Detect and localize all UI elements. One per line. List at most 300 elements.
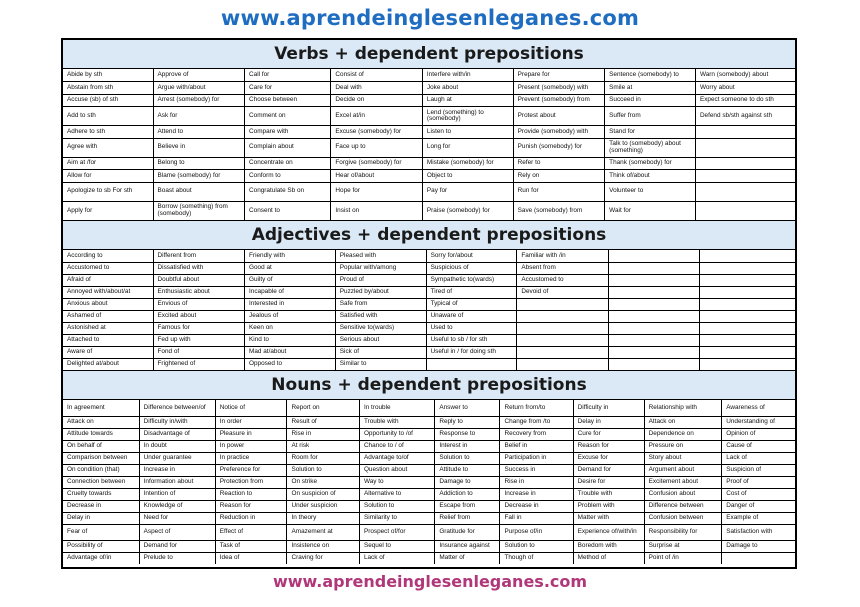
table-cell: Different from [153, 250, 245, 262]
table-cell: Sick of [335, 346, 426, 358]
table-cell: Anxious about [63, 298, 153, 310]
table-cell: Unaware of [426, 310, 517, 322]
table-cell: Arrest (somebody) for [153, 94, 245, 107]
table-cell: Solution to [435, 452, 500, 464]
table-cell: Preference for [215, 464, 287, 476]
table-cell [517, 298, 609, 310]
table-cell [699, 274, 795, 286]
table-cell: Abstain from sth [63, 82, 153, 95]
table-cell: Friendly with [245, 250, 336, 262]
table-cell: Defend sb/sth against sth [695, 107, 795, 126]
table-cell: Mistake (somebody) for [422, 157, 513, 170]
table-cell: Safe from [335, 298, 426, 310]
table-cell: Absent from [517, 262, 609, 274]
table-cell: In trouble [359, 400, 434, 416]
table-row [63, 250, 795, 262]
table-cell: Puzzled by/about [335, 286, 426, 298]
table-cell: Excitement about [644, 476, 722, 488]
table-cell: Opinion of [722, 428, 795, 440]
table-cell: Belief in [500, 440, 573, 452]
table-cell: Solution to [287, 464, 359, 476]
table-cell: Praise (somebody) for [422, 201, 513, 220]
verbs-section [63, 40, 795, 221]
table-cell: Intention of [139, 488, 215, 500]
table-cell: Attitude towards [63, 428, 139, 440]
table-row [63, 512, 795, 524]
table-cell: Task of [215, 540, 287, 552]
table-cell: Awareness of [722, 400, 795, 416]
table-cell [695, 138, 795, 157]
table-cell: On suspicion of [287, 488, 359, 500]
table-cell: Famous for [153, 322, 245, 334]
table-cell: Problem with [573, 500, 644, 512]
table-cell: Listen to [422, 126, 513, 139]
table-cell: Belong to [153, 157, 245, 170]
table-row [63, 476, 795, 488]
table-cell: Guilty of [245, 274, 336, 286]
table-cell: Possibility of [63, 540, 139, 552]
table-cell: Advantage of/in [63, 552, 139, 564]
table-row [63, 298, 795, 310]
table-cell: In doubt [139, 440, 215, 452]
table-cell: Participation in [500, 452, 573, 464]
table-cell: Damage to [722, 540, 795, 552]
table-cell: Typical of [426, 298, 517, 310]
table-cell [699, 346, 795, 358]
table-cell: Example of [722, 512, 795, 524]
table-cell: Prelude to [139, 552, 215, 564]
table-cell: Forgive (somebody) for [331, 157, 423, 170]
table-cell: Comparison between [63, 452, 139, 464]
prepositions-sheet [61, 38, 797, 569]
table-cell: Concentrate on [245, 157, 331, 170]
table-cell: Attend to [153, 126, 245, 139]
table-row [63, 157, 795, 170]
table-cell: Ashamed of [63, 310, 153, 322]
table-cell: Interest in [435, 440, 500, 452]
table-row [63, 346, 795, 358]
table-cell: Prepare for [513, 69, 605, 82]
table-row [63, 262, 795, 274]
table-row [63, 274, 795, 286]
table-row [63, 440, 795, 452]
table-cell: Escape from [435, 500, 500, 512]
table-row [63, 500, 795, 512]
table-cell: Aware of [63, 346, 153, 358]
table-cell: Point of /in [644, 552, 722, 564]
table-cell: Disadvantage of [139, 428, 215, 440]
table-cell [608, 334, 699, 346]
table-cell [608, 250, 699, 262]
table-cell: Report on [287, 400, 359, 416]
table-cell: Astonished at [63, 322, 153, 334]
table-cell: Lend (something) to (somebody) [422, 107, 513, 126]
table-cell: Addiction to [435, 488, 500, 500]
table-cell [699, 310, 795, 322]
table-cell: Satisfaction with [722, 524, 795, 540]
table-cell: Laugh at [422, 94, 513, 107]
table-cell [695, 157, 795, 170]
table-cell: Though of [500, 552, 573, 564]
table-cell: Protection from [215, 476, 287, 488]
table-row [63, 310, 795, 322]
table-cell: Recovery from [500, 428, 573, 440]
table-cell: Increase in [139, 464, 215, 476]
table-cell: Trouble with [359, 416, 434, 428]
table-cell: Allow for [63, 170, 153, 183]
table-cell: Excuse (somebody) for [331, 126, 423, 139]
table-cell: Succeed in [605, 94, 696, 107]
table-cell: Notice of [215, 400, 287, 416]
table-cell: On behalf of [63, 440, 139, 452]
table-cell: Matter of [435, 552, 500, 564]
table-cell: Choose between [245, 94, 331, 107]
table-cell: Protest about [513, 107, 605, 126]
table-cell: Good at [245, 262, 336, 274]
table-cell: In theory [287, 512, 359, 524]
table-cell: Reaction to [215, 488, 287, 500]
table-cell: Reply to [435, 416, 500, 428]
table-cell: Proud of [335, 274, 426, 286]
table-cell [426, 358, 517, 370]
table-cell: Method of [573, 552, 644, 564]
table-cell: Opposed to [245, 358, 336, 370]
table-cell: Rise in [500, 476, 573, 488]
table-cell: Serious about [335, 334, 426, 346]
table-cell: Comment on [245, 107, 331, 126]
table-cell: Idea of [215, 552, 287, 564]
table-row [63, 334, 795, 346]
table-cell: Way to [359, 476, 434, 488]
table-cell: Face up to [331, 138, 423, 157]
table-cell: Danger of [722, 500, 795, 512]
table-cell: Response to [435, 428, 500, 440]
table-cell: Call for [245, 69, 331, 82]
table-cell: Pressure on [644, 440, 722, 452]
table-cell: Return from/to [500, 400, 573, 416]
table-cell: Dissatisfied with [153, 262, 245, 274]
table-cell [699, 334, 795, 346]
table-cell [517, 346, 609, 358]
table-cell: Understanding of [722, 416, 795, 428]
table-cell: Room for [287, 452, 359, 464]
table-cell [695, 170, 795, 183]
table-cell: Pay for [422, 182, 513, 201]
table-cell [699, 250, 795, 262]
table-cell: Relationship with [644, 400, 722, 416]
table-row [63, 416, 795, 428]
table-row [63, 138, 795, 157]
table-cell: Consist of [331, 69, 423, 82]
table-cell [608, 274, 699, 286]
table-cell: Familiar with /in [517, 250, 609, 262]
table-cell: Used to [426, 322, 517, 334]
table-row [63, 69, 795, 82]
table-cell: Hear of/about [331, 170, 423, 183]
table-cell: Kind to [245, 334, 336, 346]
table-cell: Blame (somebody) for [153, 170, 245, 183]
table-cell: Run for [513, 182, 605, 201]
table-cell: Delighted at/about [63, 358, 153, 370]
table-cell: Sympathetic to(wards) [426, 274, 517, 286]
table-cell: Relief from [435, 512, 500, 524]
table-cell: In power [215, 440, 287, 452]
table-cell [699, 286, 795, 298]
table-cell: Accustomed to [517, 274, 609, 286]
table-cell: Proof of [722, 476, 795, 488]
table-cell [517, 334, 609, 346]
table-cell: Argument about [644, 464, 722, 476]
table-cell: Excuse for [573, 452, 644, 464]
table-cell: Change from /to [500, 416, 573, 428]
table-cell: Surprise at [644, 540, 722, 552]
table-cell: Joke about [422, 82, 513, 95]
table-cell [517, 358, 609, 370]
table-row [63, 540, 795, 552]
table-cell: Delay in [63, 512, 139, 524]
table-cell: Cruelty towards [63, 488, 139, 500]
table-cell: Reason for [573, 440, 644, 452]
table-cell: Decrease in [63, 500, 139, 512]
table-cell: Information about [139, 476, 215, 488]
table-cell: Rise in [287, 428, 359, 440]
table-cell: Insistence on [287, 540, 359, 552]
table-cell: Borrow (something) from (somebody) [153, 201, 245, 220]
table-cell: On strike [287, 476, 359, 488]
table-cell: Story about [644, 452, 722, 464]
table-cell: Cost of [722, 488, 795, 500]
table-cell: Increase in [500, 488, 573, 500]
table-cell [695, 182, 795, 201]
table-cell: Complain about [245, 138, 331, 157]
table-cell: In practice [215, 452, 287, 464]
table-cell: Talk to (somebody) about (something) [605, 138, 696, 157]
table-cell: Success in [500, 464, 573, 476]
table-cell: Excel at/in [331, 107, 423, 126]
table-cell: In agreement [63, 400, 139, 416]
table-cell: Annoyed with/about/at [63, 286, 153, 298]
table-cell: Decrease in [500, 500, 573, 512]
table-row [63, 182, 795, 201]
table-cell: Difficulty in/with [139, 416, 215, 428]
table-cell: Sensitive to(wards) [335, 322, 426, 334]
table-cell: On condition (that) [63, 464, 139, 476]
table-cell: Add to sth [63, 107, 153, 126]
table-row [63, 524, 795, 540]
table-cell: Solution to [359, 500, 434, 512]
table-cell: Prospect of/for [359, 524, 434, 540]
verbs-section-title: Verbs + dependent prepositions [63, 40, 795, 69]
table-cell [722, 552, 795, 564]
table-cell: Dependence on [644, 428, 722, 440]
table-cell: Consent to [245, 201, 331, 220]
table-cell [608, 298, 699, 310]
table-cell: Attack on [644, 416, 722, 428]
table-cell: Under guarantee [139, 452, 215, 464]
table-cell: Satisfied with [335, 310, 426, 322]
table-cell: Compare with [245, 126, 331, 139]
table-cell: Reason for [215, 500, 287, 512]
table-cell: Interfere with/in [422, 69, 513, 82]
table-cell [608, 322, 699, 334]
table-cell: Advantage to/of [359, 452, 434, 464]
table-cell [699, 322, 795, 334]
table-cell: Doubtful about [153, 274, 245, 286]
table-cell: Lack of [359, 552, 434, 564]
table-cell [695, 201, 795, 220]
table-cell: Desire for [573, 476, 644, 488]
table-row [63, 322, 795, 334]
table-cell: Keen on [245, 322, 336, 334]
table-cell: Attack on [63, 416, 139, 428]
table-row [63, 428, 795, 440]
table-cell: Accustomed to [63, 262, 153, 274]
table-cell: Useful in / for doing sth [426, 346, 517, 358]
table-cell: Confusion between [644, 512, 722, 524]
table-cell: Gratitude for [435, 524, 500, 540]
table-cell: Stand for [605, 126, 696, 139]
table-cell: Smile at [605, 82, 696, 95]
table-cell: Argue with/about [153, 82, 245, 95]
table-cell [699, 358, 795, 370]
table-cell: Decide on [331, 94, 423, 107]
table-cell [517, 322, 609, 334]
table-cell: Attitude to [435, 464, 500, 476]
table-cell [699, 298, 795, 310]
table-row [63, 400, 795, 416]
table-cell: Adhere to sth [63, 126, 153, 139]
table-cell: Amazement at [287, 524, 359, 540]
table-cell: Demand for [139, 540, 215, 552]
table-cell: Prevent (somebody) from [513, 94, 605, 107]
table-row [63, 358, 795, 370]
table-cell: Attached to [63, 334, 153, 346]
table-cell: Believe in [153, 138, 245, 157]
table-cell: Volunteer to [605, 182, 696, 201]
table-cell: Suspicious of [426, 262, 517, 274]
table-cell: Apply for [63, 201, 153, 220]
table-cell: Rely on [513, 170, 605, 183]
table-cell [517, 310, 609, 322]
table-cell: At risk [287, 440, 359, 452]
table-cell: Fond of [153, 346, 245, 358]
table-cell: Matter with [573, 512, 644, 524]
table-cell: Refer to [513, 157, 605, 170]
table-cell [608, 346, 699, 358]
table-cell: Fall in [500, 512, 573, 524]
table-cell: Solution to [500, 540, 573, 552]
footer-website-url: www.aprendeinglesenleganes.com [272, 572, 588, 591]
table-cell: Pleased with [335, 250, 426, 262]
table-cell: Need for [139, 512, 215, 524]
table-cell: Frightened of [153, 358, 245, 370]
table-cell: Sequel to [359, 540, 434, 552]
table-cell: Thank (somebody) for [605, 157, 696, 170]
table-cell [608, 310, 699, 322]
table-cell: Tired of [426, 286, 517, 298]
table-cell: Long for [422, 138, 513, 157]
table-cell: Apologize to sb For sth [63, 182, 153, 201]
table-row [63, 170, 795, 183]
table-cell: Congratulate Sb on [245, 182, 331, 201]
table-cell: Jealous of [245, 310, 336, 322]
table-row [63, 286, 795, 298]
table-cell: Cause of [722, 440, 795, 452]
table-cell: Aspect of [139, 524, 215, 540]
table-cell: Difficulty in [573, 400, 644, 416]
table-cell: Boast about [153, 182, 245, 201]
table-cell: Knowledge of [139, 500, 215, 512]
table-cell: Question about [359, 464, 434, 476]
table-row [63, 82, 795, 95]
table-cell: Useful to sb / for sth [426, 334, 517, 346]
table-row [63, 94, 795, 107]
table-cell: Similar to [335, 358, 426, 370]
table-cell: Worry about [695, 82, 795, 95]
table-row [63, 464, 795, 476]
table-cell: Suffer from [605, 107, 696, 126]
table-cell: Boredom with [573, 540, 644, 552]
table-cell: Chance to / of [359, 440, 434, 452]
table-cell: In order [215, 416, 287, 428]
table-row [63, 107, 795, 126]
table-cell: Accuse (sb) of sth [63, 94, 153, 107]
table-cell: Care for [245, 82, 331, 95]
nouns-section-title: Nouns + dependent prepositions [63, 371, 795, 400]
table-row [63, 126, 795, 139]
table-cell: Difference between [644, 500, 722, 512]
table-cell [608, 262, 699, 274]
header-website-url: www.aprendeinglesenleganes.com [220, 6, 640, 30]
nouns-table [63, 400, 795, 564]
table-cell: Excited about [153, 310, 245, 322]
table-cell: Demand for [573, 464, 644, 476]
table-cell: Lack of [722, 452, 795, 464]
table-cell: Responsibility for [644, 524, 722, 540]
table-cell: Provide (somebody) with [513, 126, 605, 139]
table-cell: Aim at /for [63, 157, 153, 170]
table-cell: Envious of [153, 298, 245, 310]
table-cell: Punish (somebody) for [513, 138, 605, 157]
table-cell: Fed up with [153, 334, 245, 346]
table-cell: Warn (somebody) about [695, 69, 795, 82]
table-cell: Under suspicion [287, 500, 359, 512]
table-cell: Reduction in [215, 512, 287, 524]
table-cell: Afraid of [63, 274, 153, 286]
table-row [63, 452, 795, 464]
table-cell: Present (somebody) with [513, 82, 605, 95]
table-cell: Think of/about [605, 170, 696, 183]
table-cell: Fear of [63, 524, 139, 540]
table-cell [608, 358, 699, 370]
verbs-table [63, 69, 795, 220]
table-cell: Answer to [435, 400, 500, 416]
adjectives-section [63, 221, 795, 371]
table-cell: Agree with [63, 138, 153, 157]
table-cell: Devoid of [517, 286, 609, 298]
table-cell: Enthusiastic about [153, 286, 245, 298]
table-cell [699, 262, 795, 274]
table-row [63, 552, 795, 564]
table-cell: Ask for [153, 107, 245, 126]
table-cell [608, 286, 699, 298]
table-cell: Expect someone to do sth [695, 94, 795, 107]
table-cell: Purpose of/in [500, 524, 573, 540]
table-cell: Result of [287, 416, 359, 428]
table-cell: Cure for [573, 428, 644, 440]
table-cell: Incapable of [245, 286, 336, 298]
table-cell: Similarity to [359, 512, 434, 524]
